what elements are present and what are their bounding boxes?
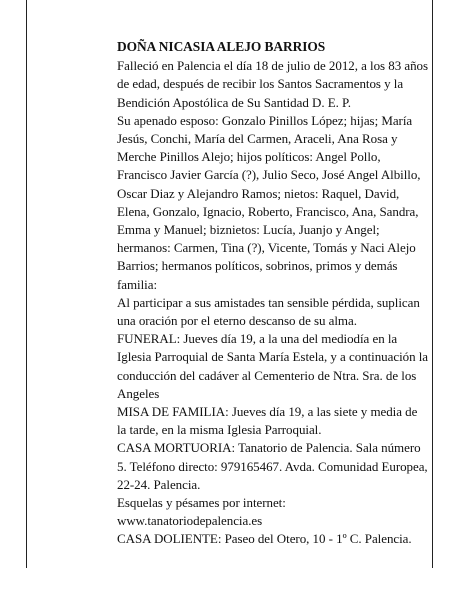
deceased-name: DOÑA NICASIA ALEJO BARRIOS (117, 39, 326, 54)
prayer-request-paragraph: Al participar a sus amistades tan sensible pérdida, suplican una oración por el eterno descanso de su alma. (117, 294, 420, 329)
obituary-notice (117, 38, 429, 549)
funeral-paragraph: FUNERAL: Jueves día 19, a la una del mediodía en la Iglesia Parroquial de Santa María Estela, y a continuación la conducción del cadáver al Cementerio de Ntra. Sra. de los Angeles (117, 331, 429, 401)
column-rule-left (26, 0, 27, 568)
family-mass-paragraph: MISA DE FAMILIA: Jueves día 19, a las siete y media de la tarde, en la misma Iglesia Parroquial. (117, 404, 418, 438)
online-condolences-paragraph: Esquelas y pésames por internet: www.tanatoriodepalencia.es (117, 495, 286, 529)
column-rule-right (432, 0, 433, 568)
funeral-home-paragraph: CASA MORTUORIA: Tanatorio de Palencia. Sala número 5. Teléfono directo: 979165467. Avda. Comunidad Europea, 22-24. Palencia. (117, 440, 428, 492)
family-paragraph: Su apenado esposo: Gonzalo Pinillos López; hijas; María Jesús, Conchi, María del Carmen, Araceli, Ana Rosa y Merche Pinillos Alejo; hijos políticos: Angel Pollo, Francisco Javier García (?), Julio Seco, José Angel Albillo, Oscar Diaz y Alejandro Ramos; nietos: Raquel, David, Elena, Gonzalo, Ignacio, Roberto, Francisco, Ana, Sandra, Emma y Manuel; biznietos: Lucía, Juanjo y Angel; hermanos: Carmen, Tina (?), Vicente, Tomás y Naci Alejo Barrios; hermanos políticos, sobrinos, primos y demás familia: (117, 112, 421, 292)
death-details-paragraph: Falleció en Palencia el día 18 de julio de 2012, a los 83 años de edad, después de recibir los Santos Sacramentos y la Bendición Apostólica de Su Santidad D. E. P. (117, 58, 428, 110)
mourning-house-paragraph: CASA DOLIENTE: Paseo del Otero, 10 - 1º C. Palencia. (117, 531, 412, 547)
